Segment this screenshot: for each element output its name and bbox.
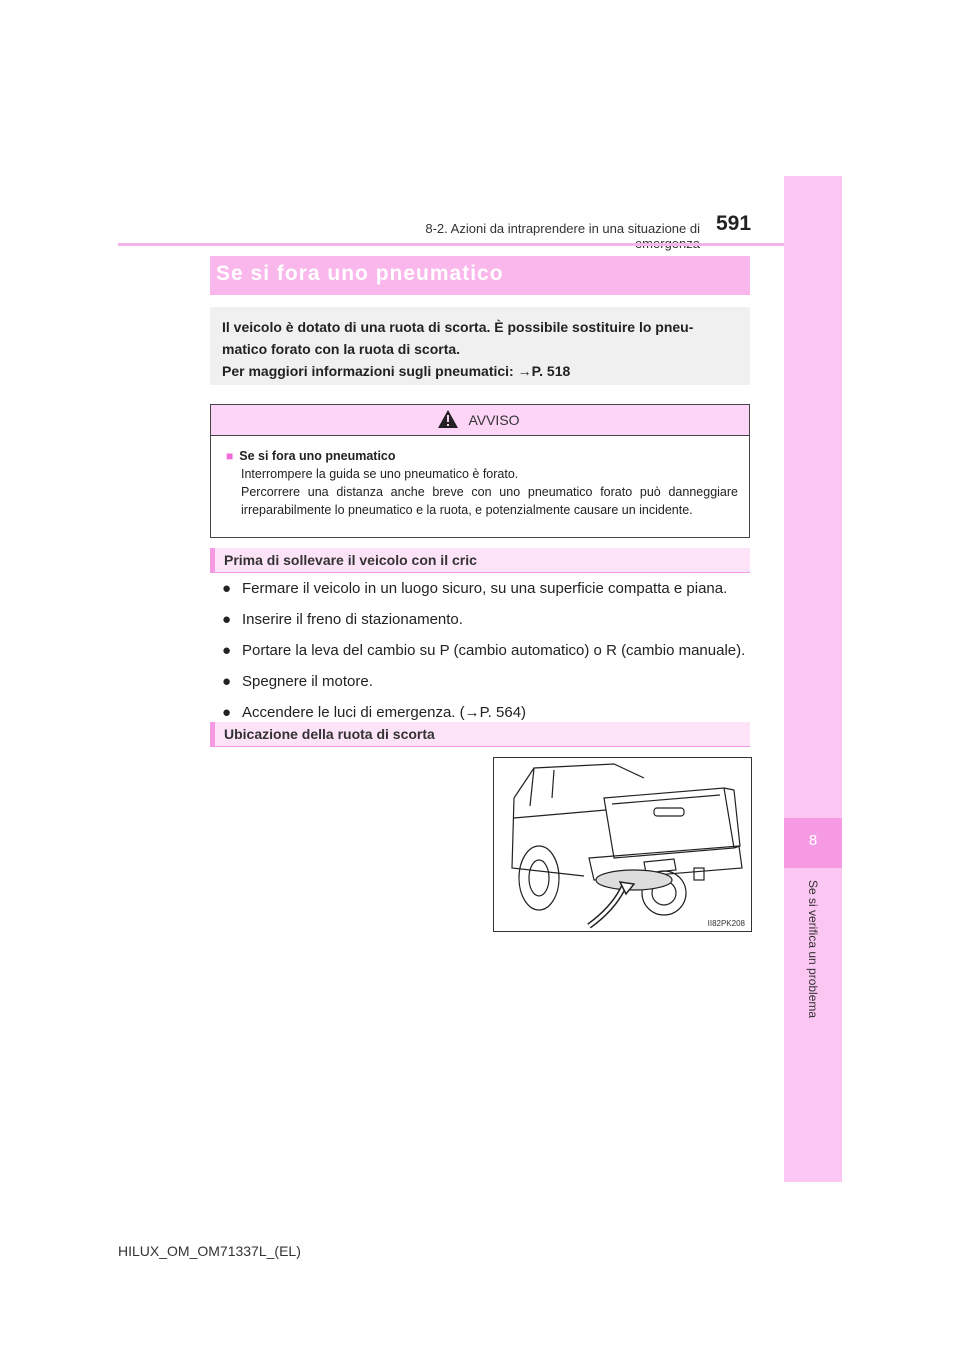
list-item: ● Accendere le luci di emergenza. (→P. 564) [222,701,746,725]
warning-line-1: Interrompere la guida se uno pneumatico è forato. [241,467,519,481]
document-footer: HILUX_OM_OM71337L_(EL) [118,1243,301,1259]
pickup-truck-rear-illustration [494,758,751,931]
list-item: ● Fermare il veicolo in un luogo sicuro, su una superficie compatta e piana. [222,577,746,601]
intro-line-2: matico forato con la ruota di scorta. [222,341,461,357]
page-number: 591 [716,212,752,235]
header-divider [118,243,840,246]
chapter-label: Se si verifica un problema [806,880,820,1019]
warning-title: AVVISO [468,412,520,428]
warning-item-heading [226,447,738,465]
bullet-icon: ● [222,611,232,628]
square-bullet-icon: ■ [226,449,234,463]
chapter-number: 8 [808,832,818,849]
warning-header [211,405,749,436]
warning-item-title: Se si fora uno pneumatico [239,449,396,463]
list-item: ● Spegnere il motore. [222,670,746,694]
section-heading-text: Prima di sollevare il veicolo con il cric [224,552,477,568]
spare-tire-illustration [493,757,752,932]
section-heading-text: Ubicazione della ruota di scorta [224,726,435,742]
section-reference: 8-2. Azioni da intraprendere in una situazione di [425,221,700,236]
list-item: ● Inserire il freno di stazionamento. [222,608,746,632]
intro-text [222,316,746,382]
intro-line-1: Il veicolo è dotato di una ruota di scorta. È possibile sostituire lo pneu- [222,319,694,335]
bullet-icon: ● [222,580,232,597]
bullet-icon: ● [222,673,232,690]
page-title: Se si fora uno pneumatico [216,262,504,285]
intro-line-3: Per maggiori informazioni sugli pneumatici: →P. 518 [222,363,571,379]
section-heading-spare-location [210,722,750,747]
warning-body [226,447,738,519]
bullet-icon: ● [222,642,232,659]
figure-code: II82PK208 [707,919,745,928]
preparation-list [222,577,746,732]
warning-line-2: Percorrere una distanza anche breve con uno pneumatico forato può danneggiare irreparabilmente lo pneumatico e la ruota, e potenzialmente causare un incidente. [241,485,738,517]
section-heading-jack [210,548,750,573]
list-item: ● Portare la leva del cambio su P (cambio automatico) o R (cambio manuale). [222,639,746,663]
bullet-icon: ● [222,704,232,721]
